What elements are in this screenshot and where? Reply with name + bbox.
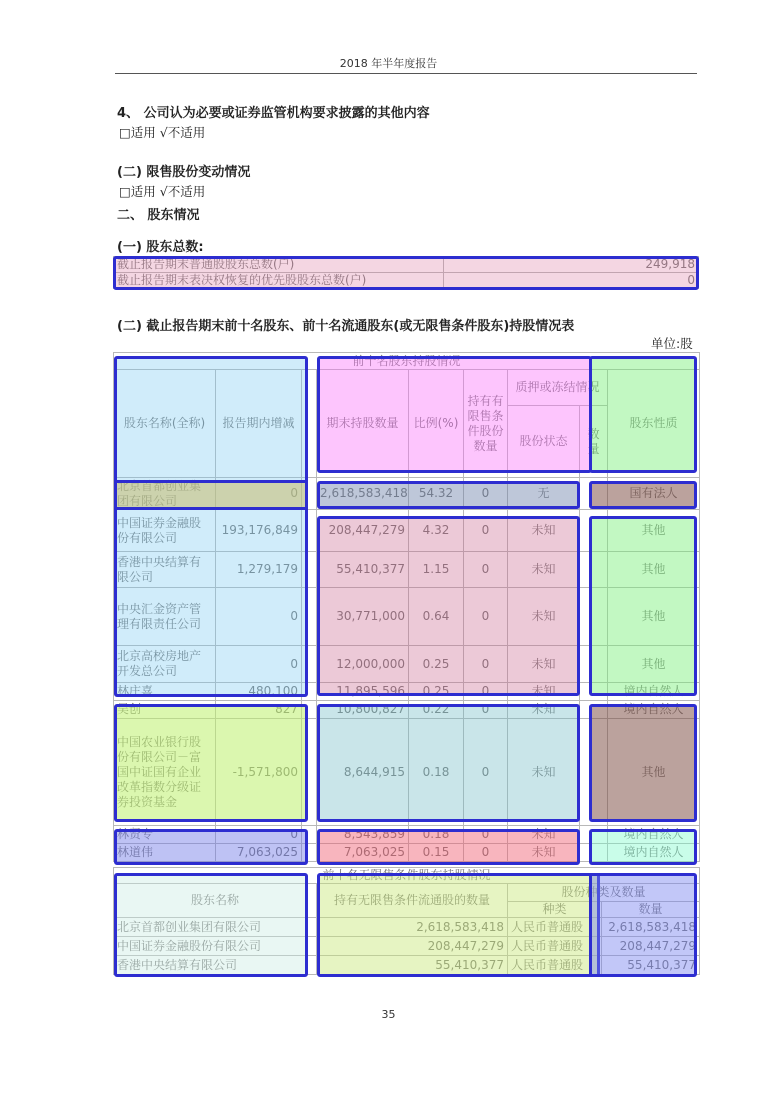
holder-restricted: 0: [464, 510, 508, 552]
holder-change: 0: [216, 826, 302, 844]
holder-name: 中央汇金资产管理有限责任公司: [114, 588, 216, 646]
top10-table-title: 前十名股东持股情况: [114, 353, 700, 370]
col-header-pledge: 质押或冻结情况: [508, 370, 608, 406]
section-4-heading: 4、 公司认为必要或证券监管机构要求披露的其他内容: [117, 106, 430, 121]
holder-restricted: 0: [464, 646, 508, 683]
holder-ratio: 0.15: [409, 844, 464, 862]
holder-held: 8,543,859: [317, 826, 409, 844]
holder-status: 未知: [508, 701, 580, 719]
unrestricted-table-title: 前十名无限售条件股东持股情况: [114, 868, 700, 884]
section-4-applicability: □适用 √不适用: [119, 125, 206, 140]
holder-restricted: 0: [464, 478, 508, 510]
holder-held: 7,063,025: [317, 844, 409, 862]
col-header-restricted: 持有有限售条件股份数量: [464, 370, 508, 478]
holder-ratio: 0.18: [409, 826, 464, 844]
restricted-shares-applicability: □适用 √不适用: [119, 184, 206, 199]
holder-change: 0: [216, 646, 302, 683]
holder-amount: 208,447,279: [602, 937, 700, 956]
highlight-unrestricted-amount: [589, 873, 697, 977]
highlight-last-rows-values: [317, 829, 580, 865]
holder-ratio: 0.64: [409, 588, 464, 646]
col-header-type: 种类: [508, 902, 602, 918]
holder-nature: 其他: [608, 510, 700, 552]
total-value: 249,918: [444, 257, 699, 273]
highlight-unrestricted-qty: [317, 873, 600, 977]
shareholders-heading: 二、 股东情况: [117, 208, 200, 223]
holder-restricted: 0: [464, 588, 508, 646]
highlight-last-rows-name: [114, 829, 308, 865]
holder-share-type: 人民币普通股: [508, 918, 602, 937]
highlight-nature-header: [589, 356, 697, 473]
col-header-ratio: 比例(%): [409, 370, 464, 478]
holder-nature: 其他: [608, 646, 700, 683]
col-header-name: 股东名称: [114, 884, 317, 918]
holder-held: 12,000,000: [317, 646, 409, 683]
highlight-fund-row-name: [114, 704, 308, 822]
col-header-change: 报告期内增减: [216, 370, 302, 478]
holder-held: 11,895,596: [317, 683, 409, 701]
col-header-name: 股东名称(全称): [114, 370, 216, 478]
holder-nature: 境内自然人: [608, 844, 700, 862]
holder-name: 北京高校房地产开发总公司: [114, 646, 216, 683]
holder-change: 0: [216, 588, 302, 646]
holder-qty: 55,410,377: [317, 956, 508, 975]
holder-name: 林庄喜: [114, 683, 216, 701]
highlight-fund-row-values: [317, 704, 580, 822]
holder-change: 7,063,025: [216, 844, 302, 862]
holder-status: 无: [508, 478, 580, 510]
holder-share-type: 人民币普通股: [508, 956, 602, 975]
holder-amount: 2,618,583,418: [602, 918, 700, 937]
holder-status: 未知: [508, 552, 580, 588]
holder-ratio: 54.32: [409, 478, 464, 510]
holder-qty: 208,447,279: [317, 937, 508, 956]
report-header-title: 2018 年半年度报告: [339, 57, 438, 70]
holder-name: 林贤专: [114, 826, 216, 844]
col-header-type-group: 股份种类及数量: [508, 884, 700, 902]
holder-ratio: 0.22: [409, 701, 464, 719]
highlight-rows-nature: [589, 516, 697, 696]
col-header-pledge-status: 股份状态: [508, 406, 580, 478]
holder-status: 未知: [508, 510, 580, 552]
holder-restricted: 0: [464, 719, 508, 826]
holder-nature: 其他: [608, 552, 700, 588]
holder-change: 193,176,849: [216, 510, 302, 552]
holder-amount: 55,410,377: [602, 956, 700, 975]
holder-ratio: 0.25: [409, 683, 464, 701]
highlight-held-header: [317, 356, 592, 473]
holder-restricted: 0: [464, 844, 508, 862]
holder-held: 55,410,377: [317, 552, 409, 588]
col-header-held: 期末持股数量: [317, 370, 409, 478]
highlight-fund-row-nature: [589, 704, 697, 822]
highlight-unrestricted-names: [114, 873, 308, 977]
holder-status: 未知: [508, 646, 580, 683]
highlight-last-rows-nature: [589, 829, 697, 865]
holder-name: 中国证券金融股份有限公司: [114, 510, 216, 552]
holder-restricted: 0: [464, 683, 508, 701]
highlight-row1-nature: [589, 481, 697, 509]
holder-change: 480,100: [216, 683, 302, 701]
holder-name: 香港中央结算有限公司: [114, 552, 216, 588]
col-header-qty: 持有无限售条件流通股的数量: [317, 884, 508, 918]
highlight-row1-values: [317, 481, 580, 509]
col-header-amount: 数量: [602, 902, 700, 918]
holder-held: 8,644,915: [317, 719, 409, 826]
restricted-shares-heading: (二) 限售股份变动情况: [117, 165, 251, 180]
holder-nature: 境内自然人: [608, 683, 700, 701]
header-divider: [115, 73, 697, 74]
holder-name: 林道伟: [114, 844, 216, 862]
holder-share-type: 人民币普通股: [508, 937, 602, 956]
holder-nature: 其他: [608, 588, 700, 646]
holder-ratio: 1.15: [409, 552, 464, 588]
holder-ratio: 4.32: [409, 510, 464, 552]
holder-held: 208,447,279: [317, 510, 409, 552]
col-header-nature: 股东性质: [608, 370, 700, 478]
holder-ratio: 0.18: [409, 719, 464, 826]
holder-restricted: 0: [464, 552, 508, 588]
col-header-pledge-count: 数量: [580, 406, 608, 478]
holder-restricted: 0: [464, 826, 508, 844]
highlight-name-change-column: [114, 356, 308, 697]
holder-ratio: 0.25: [409, 646, 464, 683]
holder-change: 1,279,179: [216, 552, 302, 588]
total-label: 截止报告期末普通股股东总数(户): [114, 257, 444, 273]
highlight-shareholder-total: [113, 256, 699, 290]
holder-status: 未知: [508, 826, 580, 844]
holder-held: 10,800,827: [317, 701, 409, 719]
holder-name: 北京首都创业集团有限公司: [114, 918, 317, 937]
holder-status: 未知: [508, 683, 580, 701]
holder-held: 30,771,000: [317, 588, 409, 646]
preferred-total-value: 0: [444, 273, 699, 289]
highlight-rows-values: [317, 516, 580, 696]
holder-nature: 境内自然人: [608, 826, 700, 844]
holder-status: 未知: [508, 719, 580, 826]
shareholder-total-heading: (一) 股东总数:: [117, 240, 204, 255]
highlight-row1-name: [114, 480, 308, 510]
holder-held: 2,618,583,418: [317, 478, 409, 510]
holder-status: 未知: [508, 588, 580, 646]
page-number: 35: [381, 1008, 396, 1021]
preferred-total-label: 截止报告期末表决权恢复的优先股股东总数(户): [114, 273, 444, 289]
top10-heading: (二) 截止报告期末前十名股东、前十名流通股东(或无限售条件股东)持股情况表: [117, 319, 575, 334]
holder-qty: 2,618,583,418: [317, 918, 508, 937]
unit-label: 单位:股: [651, 336, 693, 351]
holder-name: 香港中央结算有限公司: [114, 956, 317, 975]
holder-status: 未知: [508, 844, 580, 862]
holder-restricted: 0: [464, 701, 508, 719]
holder-name: 中国证券金融股份有限公司: [114, 937, 317, 956]
